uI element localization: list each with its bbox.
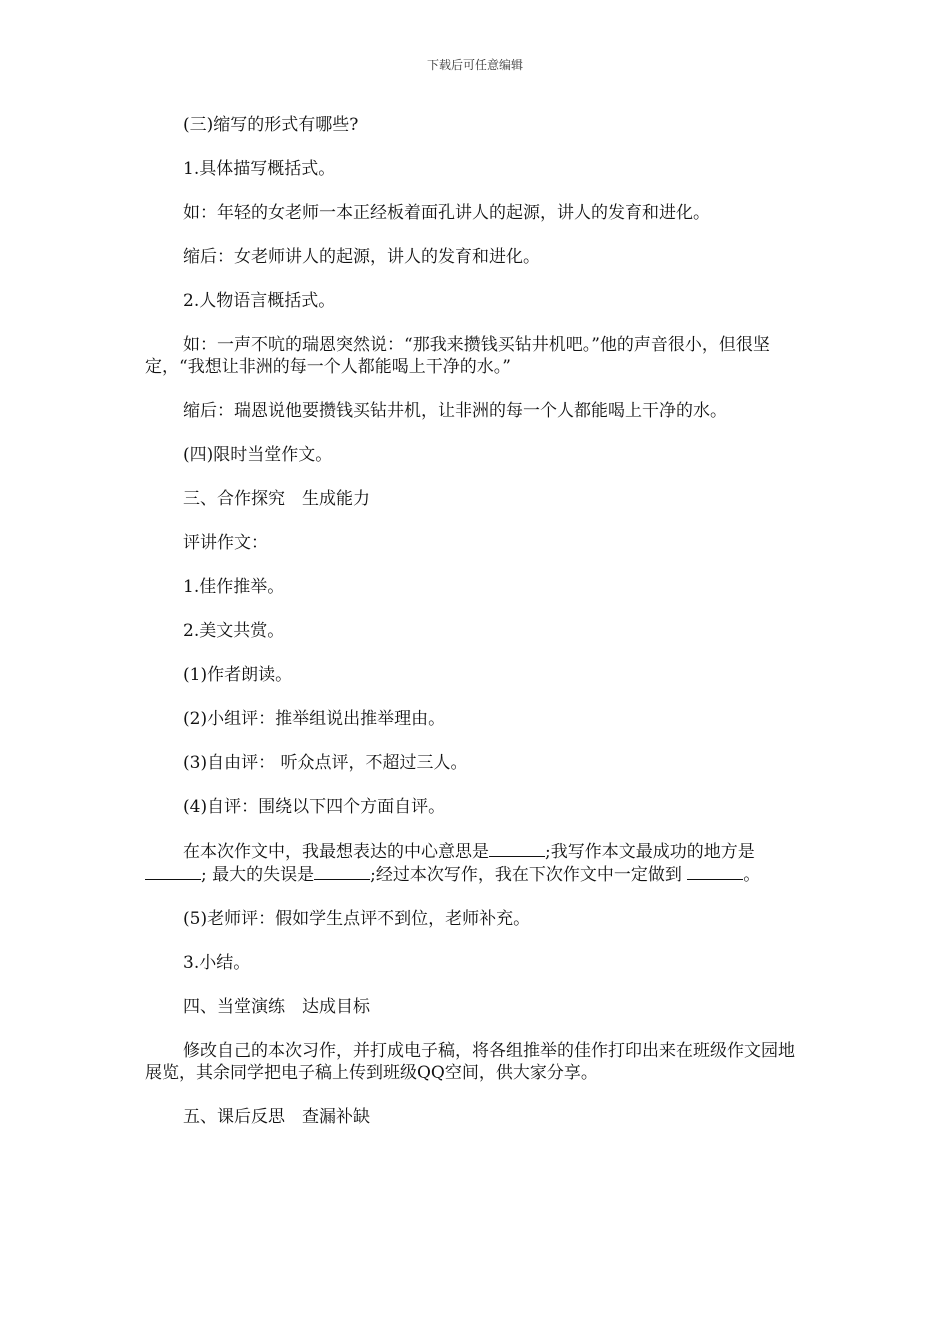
example-paragraph: 如：一声不吭的瑞恩突然说：“那我来攒钱买钻井机吧。”他的声音很小，但很坚定，“我想让非洲的每一个人都能喝上干净的水。” [145, 335, 770, 377]
list-item: 2.人物语言概括式。 [183, 291, 336, 311]
list-item: (4)自评：围绕以下四个方面自评。 [183, 797, 446, 817]
fill-text-2: ;我写作本文最成功的地方是 [545, 842, 755, 862]
condensed-paragraph: 缩后：瑞恩说他要攒钱买钻井机，让非洲的每一个人都能喝上干净的水。 [183, 401, 727, 421]
fill-blank [489, 840, 545, 857]
section-heading: (三)缩写的形式有哪些? [183, 115, 359, 135]
section-heading: (四)限时当堂作文。 [183, 445, 333, 465]
fill-blank [314, 863, 370, 880]
fill-text-3: ; 最大的失误是 [201, 865, 315, 885]
body-paragraph: 修改自己的本次习作，并打成电子稿，将各组推举的佳作打印出来在班级作文园地展览，其余同学把电子稿上传到班级QQ空间，供大家分享。 [145, 1041, 795, 1083]
fill-text-1: 在本次作文中，我最想表达的中心意思是 [183, 842, 489, 862]
list-item: (1)作者朗读。 [183, 665, 293, 685]
section-heading: 四、当堂演练 达成目标 [183, 997, 370, 1017]
list-item: (2)小组评：推举组说出推举理由。 [183, 709, 446, 729]
page-header: 下载后可任意编辑 [426, 58, 523, 72]
fill-blank [145, 863, 201, 880]
fill-text-4: ;经过本次写作，我在下次作文中一定做到 [370, 865, 682, 885]
list-item: 3.小结。 [183, 953, 251, 973]
example-paragraph: 如：年轻的女老师一本正经板着面孔讲人的起源，讲人的发育和进化。 [183, 203, 710, 223]
body-paragraph: 评讲作文： [183, 533, 268, 553]
list-item: 2.美文共赏。 [183, 621, 285, 641]
fill-blank [687, 863, 743, 880]
condensed-paragraph: 缩后：女老师讲人的起源，讲人的发育和进化。 [183, 247, 540, 267]
fill-in-paragraph [145, 840, 805, 886]
list-item: 1.佳作推举。 [183, 577, 285, 597]
section-heading: 三、合作探究 生成能力 [183, 489, 370, 509]
fill-text-5: 。 [743, 865, 761, 885]
list-item: 1.具体描写概括式。 [183, 159, 336, 179]
list-item: (3)自由评： 听众点评，不超过三人。 [183, 753, 468, 773]
document-body [145, 114, 805, 1150]
section-heading: 五、课后反思 查漏补缺 [183, 1107, 370, 1127]
list-item: (5)老师评：假如学生点评不到位，老师补充。 [183, 909, 531, 929]
